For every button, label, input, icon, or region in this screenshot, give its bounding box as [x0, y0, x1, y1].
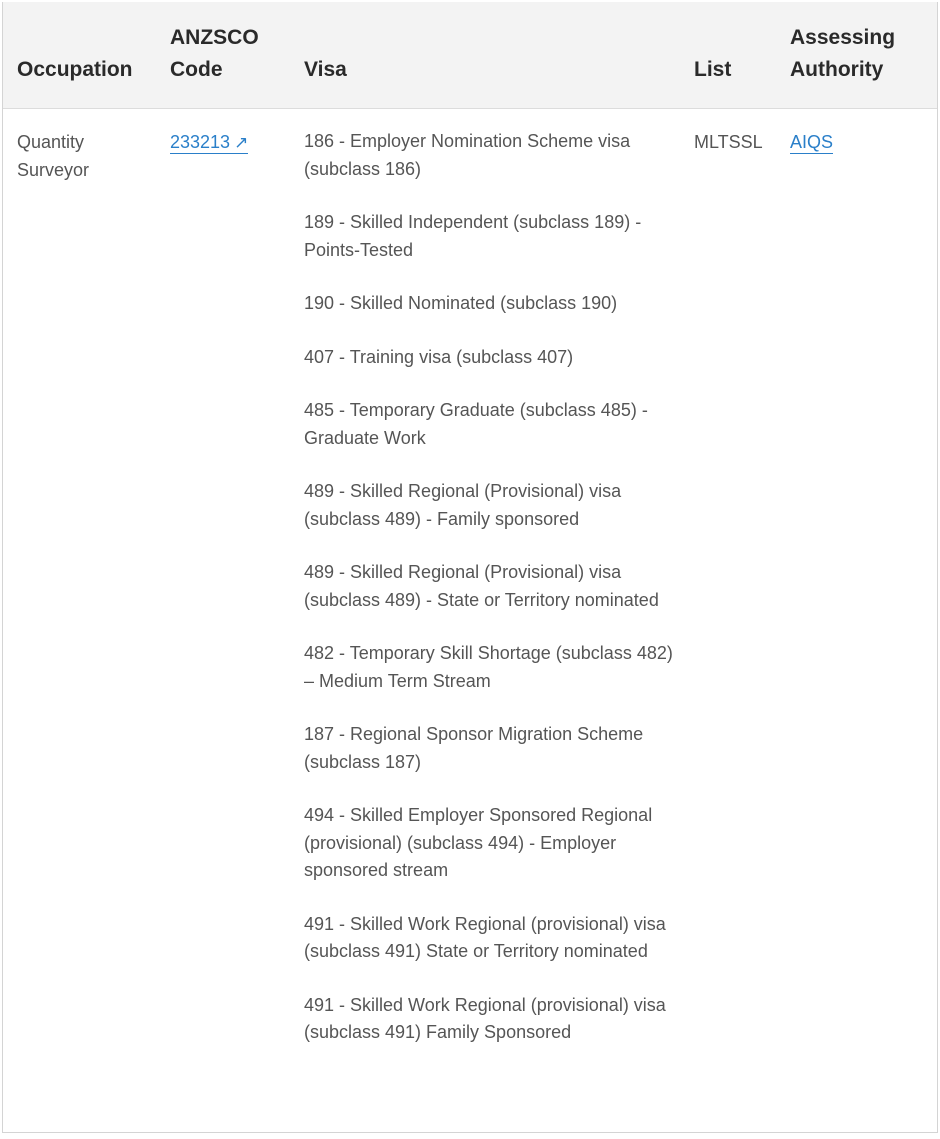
visa-list-item: 489 - Skilled Regional (Provisional) visa (subclass 489) - Family sponsored [304, 481, 622, 529]
visa-list-item: 491 - Skilled Work Regional (provisional) visa (subclass 491) State or Territory nominated [304, 913, 666, 961]
visa-list-item: 489 - Skilled Regional (Provisional) visa (subclass 489) - State or Territory nominated [304, 562, 659, 610]
column-header-label-line2: Authority [790, 58, 884, 81]
visa-list-item: 407 - Training visa (subclass 407) [304, 346, 574, 367]
column-header-list [694, 54, 731, 86]
column-header-label: List [694, 58, 732, 81]
assessing-authority-link[interactable]: AIQS [790, 132, 834, 152]
visa-list-item: 485 - Temporary Graduate (subclass 485) - Graduate Work [304, 400, 648, 448]
visa-list-item: 482 - Temporary Skill Shortage (subclass 482) – Medium Term Stream [304, 643, 673, 691]
visa-list [304, 128, 676, 1073]
visa-list-item: 189 - Skilled Independent (subclass 189) - Points-Tested [304, 212, 642, 260]
occupation-table [2, 2, 938, 1133]
column-header-label-line2: Code [170, 58, 223, 81]
external-link-icon: ↗ [234, 133, 249, 152]
anzsco-code-text: 233213 [170, 132, 231, 152]
anzsco-code-link[interactable] [170, 132, 248, 154]
occupation-cell: Quantity Surveyor [17, 132, 90, 180]
anzsco-code-cell [170, 128, 248, 157]
visa-list-item: 187 - Regional Sponsor Migration Scheme (subclass 187) [304, 724, 644, 772]
visa-list-item: 190 - Skilled Nominated (subclass 190) [304, 293, 618, 313]
column-header-label: Visa [304, 58, 347, 81]
column-header-assessing-authority [790, 22, 895, 86]
column-header-anzsco-code [170, 22, 259, 86]
visa-list-item: 491 - Skilled Work Regional (provisional) visa (subclass 491) Family Sponsored [304, 994, 666, 1042]
column-header-label: Occupation [17, 58, 133, 81]
column-header-occupation [17, 54, 133, 86]
column-header-visa [304, 54, 347, 86]
table-header [3, 2, 937, 109]
visa-list-item: 186 - Employer Nomination Scheme visa (subclass 186) [304, 131, 631, 179]
column-header-label-line1: ANZSCO [170, 26, 259, 49]
column-header-label-line1: Assessing [790, 26, 896, 49]
list-cell: MLTSSL [694, 132, 763, 152]
visa-list-item: 494 - Skilled Employer Sponsored Regional (provisional) (subclass 494) - Employer sponsored stream [304, 805, 653, 880]
assessing-authority-cell [790, 128, 833, 156]
